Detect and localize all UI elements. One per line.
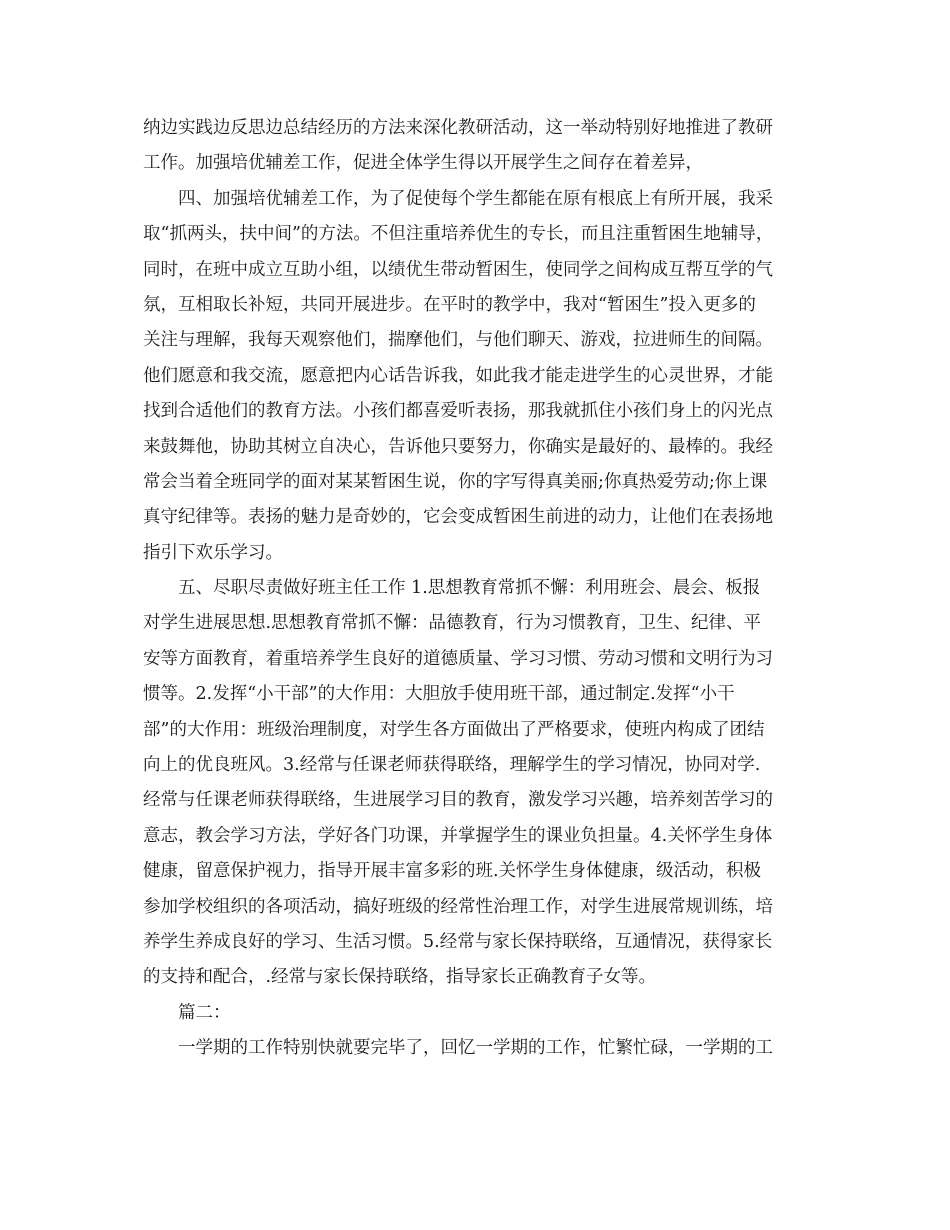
text-line: 部”的大作用：班级治理制度，对学生各方面做出了严格要求，使班内构成了团结 bbox=[143, 719, 765, 740]
text-line: 健康，留意保护视力，指导开展丰富多彩的班.关怀学生身体健康，级活动，积极 bbox=[143, 861, 762, 882]
text-line: 的支持和配合，.经常与家长保持联络，指导家长正确教育子女等。 bbox=[143, 967, 657, 988]
text-line: 找到合适他们的教育方法。小孩们都喜爱听表扬，那我就抓住小孩们身上的闪光点 bbox=[143, 401, 773, 422]
text-line: 对学生进展思想.思想教育常抓不懈：品德教育，行为习惯教育，卫生、纪律、平 bbox=[143, 613, 762, 634]
text-line: 一学期的工作特别快就要完毕了，回忆一学期的工作，忙繁忙碌，一学期的工 bbox=[178, 1038, 773, 1059]
text-line: 氛，互相取长补短，共同开展进步。在平时的教学中，我对“暂困生”投入更多的 bbox=[143, 294, 756, 315]
text-line: 关注与理解，我每天观察他们，揣摩他们，与他们聊天、游戏，拉进师生的间隔。 bbox=[143, 330, 773, 351]
text-line: 他们愿意和我交流，愿意把内心话告诉我，如此我才能走进学生的心灵世界，才能 bbox=[143, 365, 773, 386]
text-line: 四、加强培优辅差工作，为了促使每个学生都能在原有根底上有所开展，我采 bbox=[178, 188, 773, 209]
text-line: 纳边实践边反思边总结经历的方法来深化教研活动，这一举动特别好地推进了教研 bbox=[143, 118, 773, 138]
document-body bbox=[143, 111, 815, 1067]
text-line: 经常与任课老师获得联络，生进展学习目的教育，激发学习兴趣，培养刻苦学习的 bbox=[143, 790, 773, 811]
text-line: 来鼓舞他，协助其树立自决心，告诉他只要努力，你确实是最好的、最棒的。我经 bbox=[143, 436, 773, 457]
text-line: 意志，教会学习方法，学好各门功课，并掌握学生的课业负担量。4.关怀学生身体 bbox=[143, 825, 773, 846]
text-line: 惯等。2.发挥“小干部”的大作用：大胆放手使用班干部，通过制定.发挥“小干 bbox=[143, 684, 735, 705]
text-line: 真守纪律等。表扬的魅力是奇妙的，它会变成暂困生前进的动力，让他们在表扬地 bbox=[143, 507, 773, 528]
text-line: 取“抓两头，扶中间”的方法。不但注重培养优生的专长，而且注重暂困生地辅导， bbox=[143, 224, 774, 245]
text-line: 参加学校组织的各项活动，搞好班级的经常性治理工作，对学生进展常规训练，培 bbox=[143, 896, 773, 917]
text-line: 篇二： bbox=[178, 1002, 231, 1023]
text-line: 指引下欢乐学习。 bbox=[143, 542, 283, 563]
text-line: 安等方面教育，着重培养学生良好的道德质量、学习习惯、劳动习惯和文明行为习 bbox=[143, 648, 773, 669]
text-line: 向上的优良班风。3.经常与任课老师获得联络，理解学生的学习情况，协同对学. bbox=[143, 755, 761, 776]
text-line: 同时，在班中成立互助小组，以绩优生带动暂困生，使同学之间构成互帮互学的气 bbox=[143, 259, 773, 280]
text-line: 五、尽职尽责做好班主任工作 1.思想教育常抓不懈：利用班会、晨会、板报 bbox=[178, 578, 761, 599]
text-line: 养学生养成良好的学习、生活习惯。5.经常与家长保持联络，互通情况，获得家长 bbox=[143, 931, 773, 952]
text-line: 常会当着全班同学的面对某某暂困生说，你的字写得真美丽;你真热爱劳动;你上课 bbox=[143, 471, 768, 492]
text-line: 工作。加强培优辅差工作，促进全体学生得以开展学生之间存在着差异， bbox=[143, 153, 703, 174]
